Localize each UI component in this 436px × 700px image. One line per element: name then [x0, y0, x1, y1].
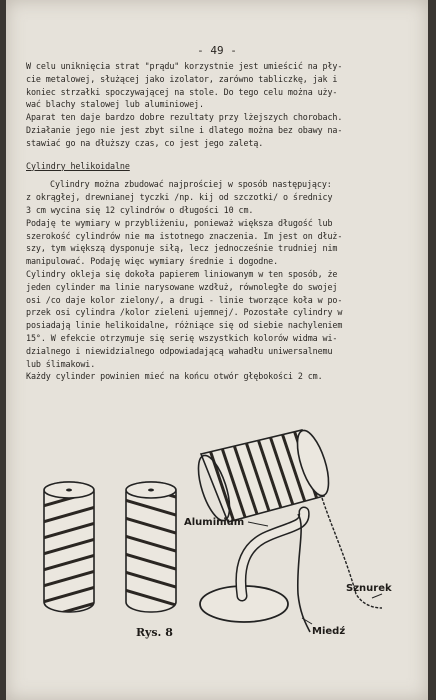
- text-line: osi /co daje kolor zielony/, a drugi - linie tworzące koła w po-: [26, 294, 343, 305]
- text-line: posiadają linie helikoidalne, różniące się od siebie nachyleniem: [26, 320, 343, 331]
- text-line: dzialnego i niewidzialnego odpowiadającą wahadłu uniwersalnemu: [26, 345, 333, 356]
- text-line: 3 cm wycina się 12 cylindrów o długości 10 cm.: [26, 204, 254, 215]
- document-page: [6, 0, 428, 700]
- helical-cylinder: [36, 472, 106, 620]
- text-line: z okrągłej, drewnianej tyczki /np. kij od szczotki/ o średnicy: [26, 192, 333, 203]
- cylinder-illustration: [6, 418, 428, 658]
- text-line: Cylindry okleja się dokoła papierem liniowanym w ten sposób, że: [26, 268, 338, 279]
- text-line: przek osi cylindra /kolor zieleni ujemnej/. Pozostałe cylindry w: [26, 307, 343, 318]
- helical-cylinder: [118, 480, 186, 626]
- label-sznurek: Sznurek: [346, 583, 392, 594]
- label-aluminium: Aluminium: [184, 517, 245, 528]
- text-line: wać blachy stalowej lub aluminiowej.: [26, 99, 204, 110]
- text-line: lub ślimakowi.: [26, 358, 96, 369]
- text-line: W celu uniknięcia strat "prądu" korzystnie jest umieścić na pły-: [26, 61, 343, 71]
- text-line: Aparat ten daje bardzo dobre rezultaty przy lżejszych chorobach.: [26, 112, 343, 123]
- label-miedz: Miedź: [312, 626, 346, 637]
- text-line: 15°. W efekcie otrzymuje się serię wszystkich kolorów widma wi-: [26, 332, 338, 343]
- text-line: Podaję te wymiary w przybliżeniu, ponieważ większa długość lub: [26, 217, 333, 228]
- text-line: Działanie jego nie jest zbyt silne i dlatego można bez obawy na-: [26, 124, 343, 135]
- text-line: szy, tym większą dysponuje siłą, lecz jednocześnie trudniej nim: [26, 243, 338, 254]
- text-line: manipulować. Podaję więc wymiary średnie i dogodne.: [26, 256, 279, 267]
- text-line: cie metalowej, służącej jako izolator, zarówno tabliczkę, jak i: [26, 73, 338, 84]
- figure-caption: Rys. 8: [136, 626, 173, 639]
- section-heading: Cylindry helikoidalne: [26, 160, 130, 171]
- text-line: szerokość cylindrów nie ma istotnego znaczenia. Im jest on dłuż-: [26, 230, 343, 241]
- text-line: stawiać go na dłuższy czas, co jest jego zaletą.: [26, 137, 264, 148]
- text-line: jeden cylinder ma linie narysowane wzdłuż, równoległe do swojej: [26, 281, 338, 292]
- text-line: koniec strzałki spoczywającej na stole. Do tego celu można uży-: [26, 86, 338, 97]
- page-number: - 49 -: [197, 44, 237, 57]
- body-text: [26, 60, 418, 383]
- text-line: Każdy cylinder powinien mieć na końcu otwór głębokości 2 cm.: [26, 371, 323, 382]
- text-line: Cylindry można zbudować najprościej w sposób następujący:: [50, 179, 332, 190]
